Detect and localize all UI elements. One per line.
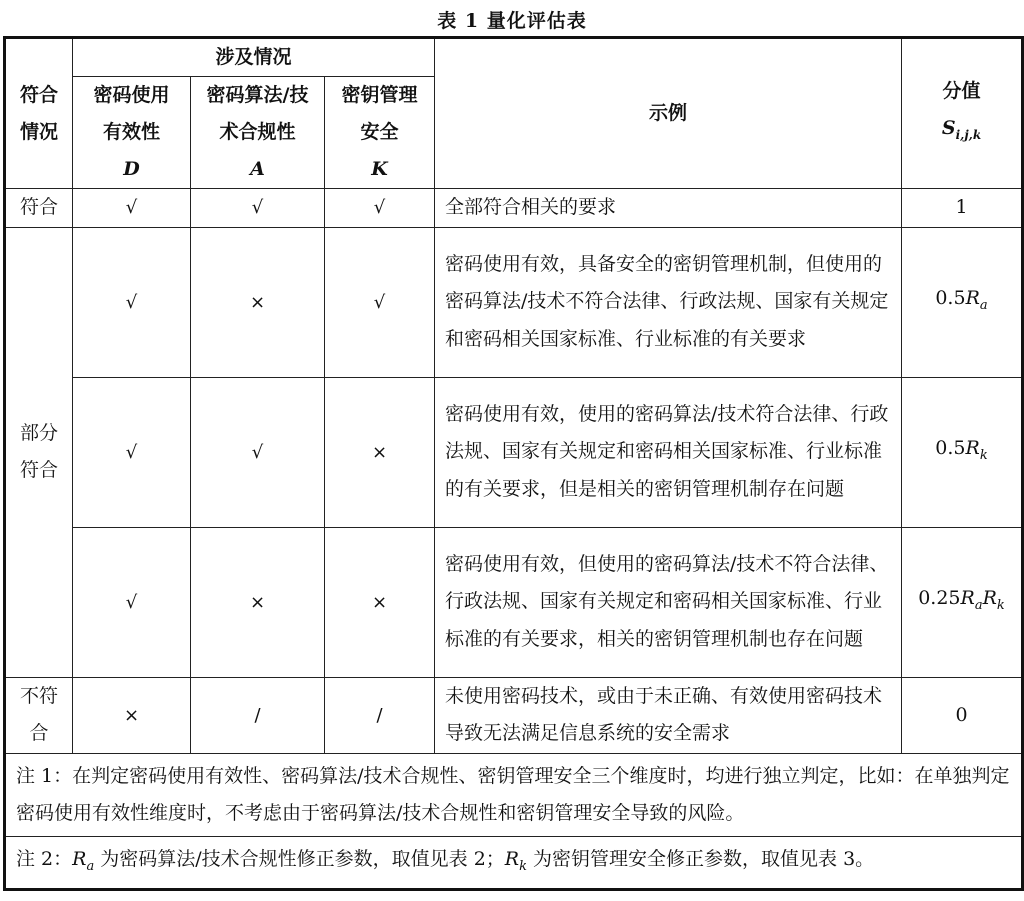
table-row [5,377,1023,527]
header-col-k-label: 密钥管理安全 [341,84,418,143]
table-row [5,677,1023,753]
header-involved: 涉及情况 [73,38,435,77]
cell-k: √ [325,227,435,377]
group-partial: 部分符合 [5,227,73,677]
cell-d: √ [73,189,191,228]
cell-d: × [73,677,191,753]
cell-k: × [325,377,435,527]
cell-k: / [325,677,435,753]
cell-a: √ [191,189,325,228]
header-col-a-label: 密码算法/技术合规性 [206,84,309,143]
header-col-d-symbol: D [123,158,140,180]
table-row [5,527,1023,677]
header-score [902,38,1023,189]
header-col-a-symbol: A [250,158,265,180]
cell-example: 未使用密码技术，或由于未正确、有效使用密码技术导致无法满足信息系统的安全需求 [435,677,902,753]
table-row [5,189,1023,228]
group-noncompliant: 不符合 [5,677,73,753]
cell-example: 密码使用有效，使用的密码算法/技术符合法律、行政法规、国家有关规定和密码相关国家标准、行业标准的有关要求，但是相关的密钥管理机制存在问题 [435,377,902,527]
note-1: 注 1：在判定密码使用有效性、密码算法/技术合规性、密钥管理安全三个维度时，均进行独立判定，比如：在单独判定密码使用有效性维度时，不考虑由于密码算法/技术合规性和密钥管理安全导致的风险。 [5,753,1023,836]
cell-a: √ [191,377,325,527]
cell-example: 密码使用有效，但使用的密码算法/技术不符合法律、行政法规、国家有关规定和密码相关国家标准、行业标准的有关要求，相关的密钥管理机制也存在问题 [435,527,902,677]
cell-a: × [191,227,325,377]
cell-a: / [191,677,325,753]
note-2: 注 2：$R_a$ 为密码算法/技术合规性修正参数，取值见表 2；$R_k$ 为密钥管理安全修正参数，取值见表 3。 [5,836,1023,890]
group-compliant: 符合 [5,189,73,228]
header-compliance: 符合情况 [5,38,73,189]
header-example: 示例 [435,38,902,189]
header-col-a [191,77,325,189]
header-col-d [73,77,191,189]
note-row-1 [5,753,1023,836]
cell-example: 密码使用有效，具备安全的密钥管理机制，但使用的密码算法/技术不符合法律、行政法规、国家有关规定和密码相关国家标准、行业标准的有关要求 [435,227,902,377]
header-col-k [325,77,435,189]
cell-score: 1 [902,189,1023,228]
cell-score: $0.5R_k$ [902,377,1023,527]
table-row [5,227,1023,377]
header-col-d-label: 密码使用有效性 [93,84,170,143]
header-score-label: 分值 [942,80,981,103]
cell-k: √ [325,189,435,228]
header-score-symbol: $S_{i,j,k}$ [941,117,982,142]
cell-example: 全部符合相关的要求 [435,189,902,228]
cell-score: $0.25R_aR_k$ [902,527,1023,677]
cell-d: √ [73,377,191,527]
cell-a: × [191,527,325,677]
cell-score: 0 [902,677,1023,753]
cell-k: × [325,527,435,677]
note-row-2 [5,836,1023,890]
cell-score: $0.5R_a$ [902,227,1023,377]
table-caption: 表 1 量化评估表 [437,10,587,32]
quantitative-assessment-table [3,36,1024,891]
cell-d: √ [73,227,191,377]
cell-d: √ [73,527,191,677]
header-col-k-symbol: K [371,158,388,180]
